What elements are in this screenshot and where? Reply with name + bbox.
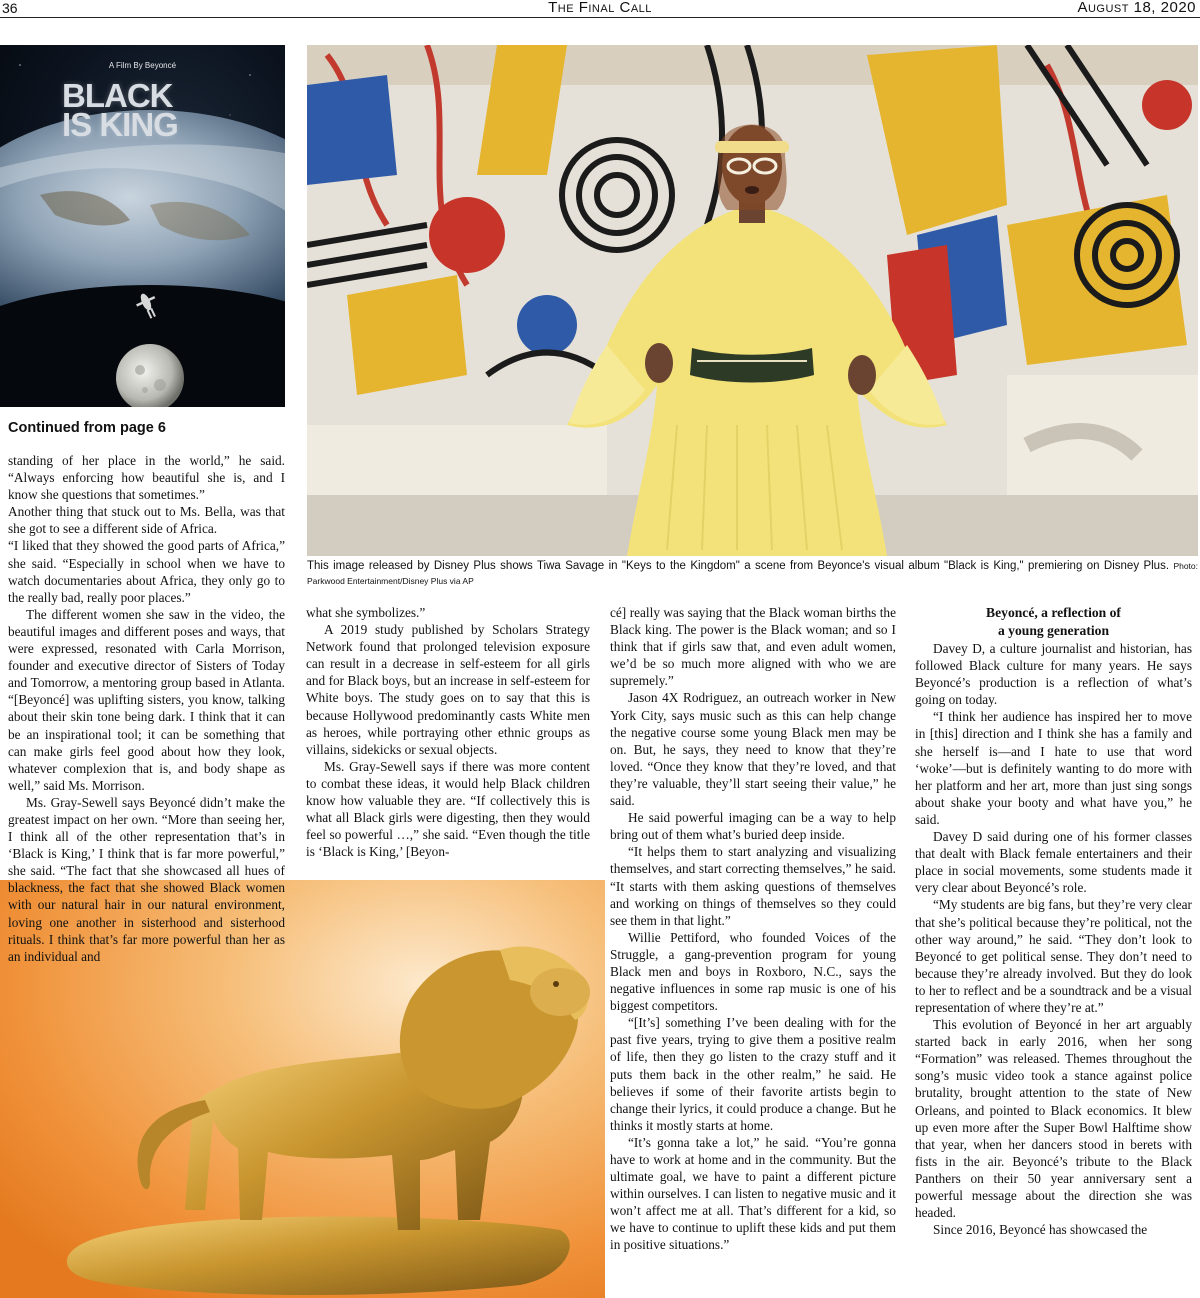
paragraph: Ms. Gray-Sewell says Beyoncé didn’t make the greatest impact on her own. “More than seeing her, I think all of the other representation that’s in ‘Black is King,’ I think that is far more powerful,” she said. “The fact that she showcased all hues of blackness, the fact that she showed Black women with our natural hair in our natural environment, loving one another in sisterhood and sisterhood rituals. I think that’s far more powerful than her as an individual and	[8, 794, 285, 964]
paragraph: Davey D, a culture journalist and historian, has followed Black culture for many years. He says Beyoncé’s production is a reflection of what’s going on today.	[915, 641, 1192, 708]
poster-title	[62, 77, 232, 143]
subhead-line1: Beyoncé, a reflection of	[986, 605, 1121, 620]
photo-credit: Photo: Parkwood Entertainment/Disney Plus via AP	[307, 561, 1199, 586]
paragraph: The different women she saw in the video, the beautiful images and different poses and ways, that were expressed, resonated with Carla Morrison, founder and executive director of Sisters of Today and Tomorrow, a mentoring group based in Atlanta. “[Beyoncé] was uplifting sisters, you know, talking about their skin tone being dark. I think that it can be an inspirational tool; it can be something that can make girls feel good about how they look, whatever complexion that is, and body shape as well,” said Ms. Morrison.	[8, 606, 285, 793]
poster-credit: A Film By Beyoncé	[108, 61, 177, 70]
paragraph: cé] really was saying that the Black woman births the Black king. The power is the Black woman; and so I think that if girls saw that, and even adult women, we’d be so much more aligned with who we are supremely.”	[610, 605, 896, 689]
page-header	[0, 0, 1200, 18]
paragraph: Willie Pettiford, who founded Voices of the Struggle, a gang-prevention program for young Black men and boys in Roxboro, N.C., says the negative influences in some rap music is one of his biggest competitors.	[610, 929, 896, 1014]
paragraph: “I liked that they showed the good parts of Africa,” she said. “Especially in school when we have to watch documentaries about Africa, they only go to the really bad, really poor places.”	[8, 538, 285, 605]
poster-title-line1: BLACK	[62, 77, 173, 114]
article-column-4	[915, 604, 1192, 1238]
paragraph: what she symbolizes.”	[306, 605, 426, 620]
continued-from-label: Continued from page 6	[8, 420, 166, 436]
paragraph: Davey D said during one of his former classes that dealt with Black female entertainers and their place in social movements, some students made it very clear about Beyoncé’s role.	[915, 829, 1192, 896]
keys-to-the-kingdom-photo	[307, 45, 1198, 556]
paragraph: Since 2016, Beyoncé has showcased the	[933, 1222, 1148, 1238]
section-subhead	[915, 604, 1192, 639]
photo-art	[307, 45, 1198, 556]
article-column-3	[610, 604, 896, 1254]
photo-caption-text: This image released by Disney Plus shows Tiwa Savage in "Keys to the Kingdom" a scene from Beyonce's visual album "Black is King," premiering on Disney Plus.	[307, 560, 1170, 572]
paragraph: Ms. Gray-Sewell says if there was more content to combat these ideas, it would help Black children know how valuable they are. “If collectively this is what all Black girls were digesting, then they would feel so powerful …,” she said. “Even though the title is ‘Black is King,’ [Beyon-	[306, 758, 590, 860]
subhead-line2: a young generation	[997, 622, 1110, 638]
article-column-1	[8, 452, 285, 965]
photo-caption	[307, 559, 1198, 589]
paragraph: Another thing that stuck out to Ms. Bella, was that she got to see a different side of Africa.	[8, 504, 285, 537]
paragraph: This evolution of Beyoncé in her art arguably started back in early 2016, when her song “Formation” was released. Themes throughout the song’s music video took a stance against police brutality, brought attention to the state of New Orleans, and pointed to Black economics. It blew up even more after the Super Bowl Halftime show that year, when her dancers stood in berets with fists in the air. Beyoncé’s tribute to the Black Panthers on their 50 year anniversary sent a powerful message about the direction she was headed.	[915, 1017, 1192, 1221]
paragraph: Jason 4X Rodriguez, an outreach worker in New York City, says music such as this can help change the negative course some young Black men may be on. But, he says, they need to know that they’re loved. “Once they know that they’re loved, and that they’re valuable, they’ll start seeing their value,” he said.	[610, 690, 896, 809]
page-number: 36	[2, 0, 18, 16]
newspaper-name: The Final Call	[548, 0, 652, 16]
issue-date: August 18, 2020	[1077, 0, 1196, 16]
paragraph: “[It’s] something I’ve been dealing with for the past five years, trying to give them a positive realm of life, then they go listen to the crazy stuff and it puts them back in the other realm,” he said. He believes if some of their favorite artists begin to change their lyrics, it could produce a change. But he thinks it mostly starts at home.	[610, 1015, 896, 1133]
paragraph: “It helps them to start analyzing and visualizing themselves, and start correcting themselves,” he said. “It starts with them asking questions of themselves and working on things of themselves so they could see them in that light.”	[610, 844, 896, 928]
paragraph: He said powerful imaging can be a way to help bring out of them what’s buried deep inside.	[610, 810, 896, 843]
paragraph: standing of her place in the world,” he said. “Always enforcing how beautiful she is, and I know she questions that sometimes.”	[8, 453, 285, 503]
article-column-2	[306, 604, 590, 860]
paragraph: “I think her audience has inspired her to move in [this] direction and I think she has a family and she herself is—and I hate to use that word ‘woke’—but is definitely wanting to do more with her platform and her art, more than just sing songs about shake your booty and what have you,” he said.	[915, 709, 1192, 827]
paragraph: “My students are big fans, but they’re very clear that she’s political because they’re political, not the other way around,” he said. “They don’t look to Beyoncé to get political sense. They don’t need to because they’re already involved. But they do look to her to reflect and be a soundtrack and be a visual representation of where they’re at.”	[915, 897, 1192, 1015]
paragraph: “It’s gonna take a lot,” he said. “You’re gonna have to work at home and in the community. But the ultimate goal, we have to paint a different picture within ourselves. I can listen to negative music and it won’t affect me at all. That’s different for a kid, so we have to continue to uplift these kids and put them in positive situations.”	[610, 1134, 896, 1253]
black-is-king-poster	[0, 45, 285, 407]
poster-title-line2: IS KING	[62, 106, 178, 143]
paragraph: A 2019 study published by Scholars Strategy Network found that prolonged television exposure can result in a decrease in self-esteem for all girls and for Black boys, but an increase in self-esteem for White boys. The study goes on to say that this is because Hollywood predominantly casts White men as heroes, while portraying other ethnic groups as villains, sidekicks or sexual objects.	[306, 622, 590, 757]
